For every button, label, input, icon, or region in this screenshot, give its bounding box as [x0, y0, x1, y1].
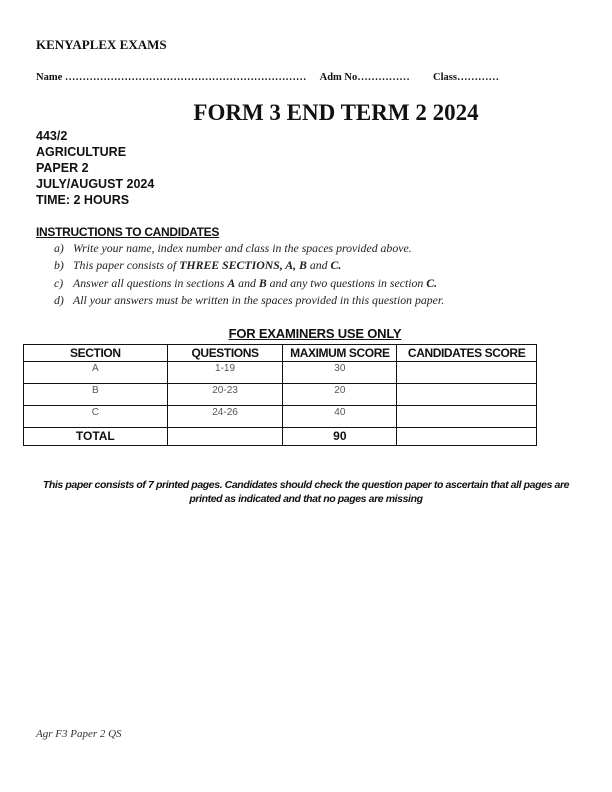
table-row — [24, 362, 537, 384]
page-footer: Agr F3 Paper 2 QS — [36, 728, 122, 740]
instruction-emphasis: A — [227, 276, 236, 290]
candidate-score-cell[interactable] — [397, 384, 537, 406]
instruction-item — [54, 258, 341, 273]
page-title — [0, 100, 612, 126]
instruction-label: d) — [54, 293, 64, 307]
instruction-text: and — [306, 258, 331, 272]
questions-cell: 20-23 — [167, 384, 283, 406]
total-max-score-cell: 90 — [283, 428, 397, 446]
page-title-text: FORM 3 END TERM 2 2024 — [193, 100, 479, 125]
instruction-label: a) — [54, 241, 64, 255]
candidate-score-cell[interactable] — [397, 362, 537, 384]
instruction-emphasis: C. — [426, 276, 438, 290]
instruction-text: This paper consists of — [73, 258, 180, 272]
instruction-emphasis: THREE SECTIONS, A, B — [179, 258, 307, 272]
instruction-label: c) — [54, 276, 64, 290]
exam-date: JULY/AUGUST 2024 — [36, 177, 155, 191]
examiners-heading — [0, 326, 612, 341]
exam-duration: TIME: 2 HOURS — [36, 193, 130, 207]
pages-note: This paper consists of 7 printed pages. Candidates should check the question paper to ascertain that all pages are printed as indicated and that no pages are missing — [42, 479, 570, 505]
candidate-score-cell[interactable] — [397, 406, 537, 428]
table-row — [24, 384, 537, 406]
instruction-text: and any two questions in section — [266, 276, 427, 290]
instruction-text: and — [235, 276, 259, 290]
max-score-cell: 40 — [283, 406, 397, 428]
subject: AGRICULTURE — [36, 145, 127, 159]
class-field[interactable]: Class………… — [433, 72, 499, 83]
instruction-emphasis: C. — [330, 258, 342, 272]
instruction-text: Write your name, index number and class in the spaces provided above. — [73, 241, 412, 255]
table-row — [24, 406, 537, 428]
table-header-row — [24, 345, 537, 362]
total-candidate-score-cell[interactable] — [397, 428, 537, 446]
total-label-cell: TOTAL — [24, 428, 168, 446]
instruction-label: b) — [54, 258, 64, 272]
organization-name: KENYAPLEX EXAMS — [36, 37, 167, 52]
paper-number: PAPER 2 — [36, 161, 89, 175]
instruction-text: All your answers must be written in the spaces provided in this question paper. — [73, 293, 445, 307]
examiners-score-table — [23, 344, 537, 446]
candidate-details-line — [36, 72, 499, 83]
table-total-row — [24, 428, 537, 446]
column-header-candidates-score: CANDIDATES SCORE — [397, 345, 537, 362]
section-cell: B — [24, 384, 168, 406]
total-questions-cell — [167, 428, 283, 446]
section-cell: C — [24, 406, 168, 428]
instruction-text: Answer all questions in sections — [73, 276, 228, 290]
instruction-item — [54, 276, 437, 291]
column-header-max-score: MAXIMUM SCORE — [283, 345, 397, 362]
name-field[interactable]: Name …………………………………………………………… — [36, 72, 307, 83]
paper-code: 443/2 — [36, 129, 68, 143]
max-score-cell: 20 — [283, 384, 397, 406]
instruction-item — [54, 241, 412, 256]
questions-cell: 1-19 — [167, 362, 283, 384]
max-score-cell: 30 — [283, 362, 397, 384]
instructions-heading: INSTRUCTIONS TO CANDIDATES — [36, 225, 220, 239]
examiners-heading-text: FOR EXAMINERS USE ONLY — [228, 326, 402, 341]
instruction-emphasis: B — [258, 276, 267, 290]
column-header-questions: QUESTIONS — [167, 345, 283, 362]
section-cell: A — [24, 362, 168, 384]
column-header-section: SECTION — [24, 345, 168, 362]
instruction-item — [54, 293, 444, 308]
questions-cell: 24-26 — [167, 406, 283, 428]
adm-no-field[interactable]: Adm No…………… — [319, 72, 410, 83]
